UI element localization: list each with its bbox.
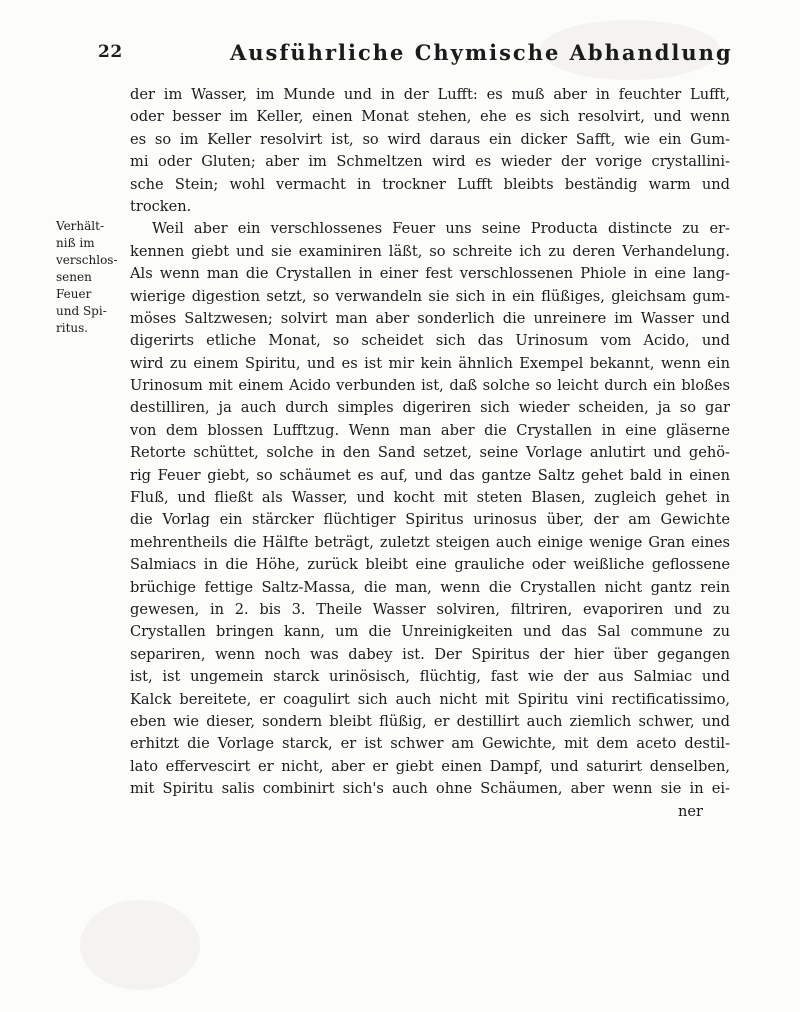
catchword: ner: [678, 802, 704, 820]
text-line: brüchige fettige Saltz-Massa, die man, wenn die Crystallen nicht gantz rein: [130, 578, 730, 596]
margin-note-line: und Spi-: [56, 304, 107, 318]
text-line: Kalck bereitete, er coagulirt sich auch nicht mit Spiritu vini rectificatissimo,: [130, 690, 730, 708]
page-number: 22: [98, 42, 123, 62]
margin-note-line: senen: [56, 270, 92, 284]
page-header: [0, 42, 800, 72]
text-line: rig Feuer giebt, so schäumet es auf, und das gantze Saltz gehet bald in einen: [130, 466, 730, 484]
text-line: wird zu einem Spiritu, und es ist mir kein ähnlich Exempel bekannt, wenn ein: [130, 354, 730, 372]
text-line: mehrentheils die Hälfte beträgt, zuletzt steigen auch einige wenige Gran eines: [130, 533, 730, 551]
text-line: oder besser im Keller, einen Monat stehen, ehe es sich resolvirt, und wenn: [130, 108, 730, 126]
text-line: eben wie dieser, sondern bleibt flüßig, er destillirt auch ziemlich schwer, und: [130, 712, 730, 730]
text-line: trocken.: [130, 197, 192, 215]
text-line: Retorte schüttet, solche in den Sand setzet, seine Vorlage anlutirt und gehö-: [130, 444, 730, 462]
text-line: der im Wasser, im Munde und in der Lufft: es muß aber in feuchter Lufft,: [130, 86, 730, 103]
text-line: destilliren, ja auch durch simples digeriren sich wieder scheiden, ja so gar: [130, 399, 730, 417]
text-line: Crystallen bringen kann, um die Unreinigkeiten und das Sal commune zu: [130, 623, 730, 641]
text-line: erhitzt die Vorlage starck, er ist schwer am Gewichte, mit dem aceto destil-: [130, 735, 730, 753]
margin-note-line: ritus.: [56, 321, 89, 335]
text-line: möses Saltzwesen; solvirt man aber sonderlich die unreinere im Wasser und: [130, 309, 730, 327]
text-line: Fluß, und fließt als Wasser, und kocht mit steten Blasen, zugleich gehet in: [130, 489, 730, 507]
margin-note-line: Verhält-: [56, 219, 104, 233]
text-line: ist, ist ungemein starck urinösisch, flüchtig, fast wie der aus Salmiac und: [130, 668, 730, 686]
text-line: die Vorlag ein stärcker flüchtiger Spiritus urinosus über, der am Gewichte: [130, 511, 730, 529]
text-line: sche Stein; wohl vermacht in trockner Lufft bleibts beständig warm und: [130, 175, 730, 193]
text-line: wierige digestion setzt, so verwandeln sie sich in ein flüßiges, gleichsam gum-: [130, 287, 730, 305]
text-line: Urinosum mit einem Acido verbunden ist, daß solche so leicht durch ein bloßes: [130, 377, 730, 395]
running-title: Ausführliche Chymische Abhandlung: [230, 40, 733, 65]
text-line: kennen giebt und sie examiniren läßt, so schreite ich zu deren Verhandelung.: [130, 242, 730, 260]
margin-note-line: verschlos-: [56, 253, 118, 267]
text-line: von dem blossen Lufftzug. Wenn man aber die Crystallen in eine gläserne: [130, 421, 730, 439]
text-line: gewesen, in 2. bis 3. Theile Wasser solviren, filtriren, evaporiren und zu: [130, 600, 730, 618]
paper-stain: [80, 900, 200, 990]
text-line: mi oder Gluten; aber im Schmeltzen wird es wieder der vorige crystallini-: [130, 153, 730, 171]
margin-note: [56, 218, 128, 337]
text-line: lato effervescirt er nicht, aber er giebt einen Dampf, und saturirt denselben,: [130, 757, 730, 775]
text-line: Als wenn man die Crystallen in einer fest verschlossenen Phiole in eine lang-: [130, 265, 730, 283]
text-line: es so im Keller resolvirt ist, so wird daraus ein dicker Safft, wie ein Gum-: [130, 130, 730, 148]
text-line: digerirts etliche Monat, so scheidet sich das Urinosum vom Acido, und: [130, 332, 730, 350]
text-line: mit Spiritu salis combinirt sich's auch ohne Schäumen, aber wenn sie in ei-: [130, 780, 730, 798]
margin-note-line: niß im: [56, 236, 95, 250]
body-text: [130, 84, 730, 823]
margin-note-line: Feuer: [56, 287, 92, 301]
text-line: Weil aber ein verschlossenes Feuer uns seine Producta distincte zu er-: [152, 220, 730, 238]
text-line: separiren, wenn noch was dabey ist. Der Spiritus der hier über gegangen: [130, 645, 730, 663]
text-line: Salmiacs in die Höhe, zurück bleibt eine grauliche oder weißliche geflossene: [130, 556, 730, 574]
